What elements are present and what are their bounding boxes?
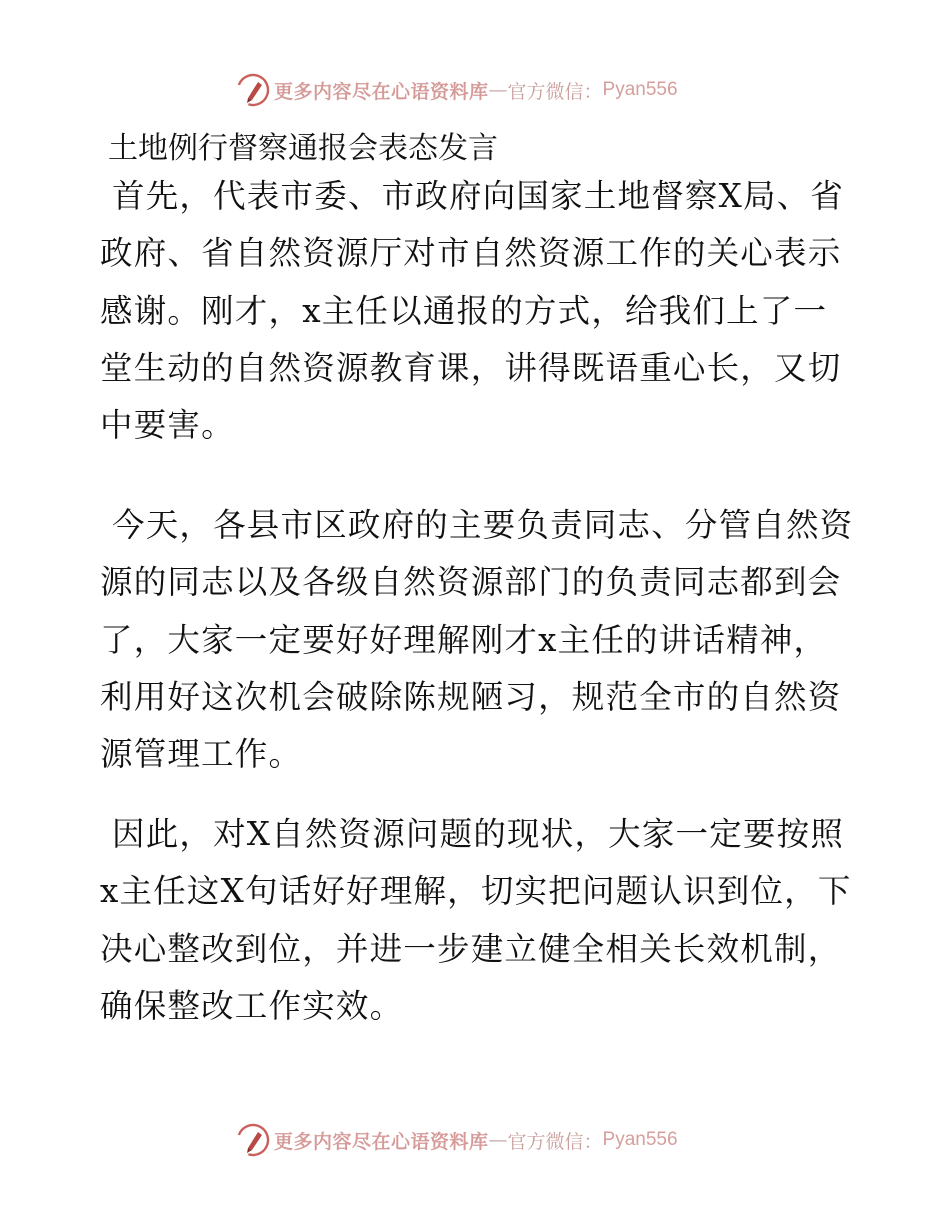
- document-title: 土地例行督察通报会表态发言: [108, 131, 498, 166]
- watermark-main-text: 更多内容尽在心语资料库: [274, 80, 489, 103]
- watermark-separator: —: [488, 79, 508, 101]
- footer-watermark: [236, 1122, 678, 1158]
- pen-nib-logo-icon: [236, 1123, 270, 1157]
- pen-nib-logo-icon: [236, 73, 270, 107]
- paragraph-2: 今天，各县市区政府的主要负责同志、分管自然资源的同志以及各级自然资源部门的负责同志都到会了，大家一定要好好理解刚才x主任的讲话精神，利用好这次机会破除陈规陋习，规范全市的自然资源管理工作。: [100, 506, 854, 774]
- watermark-separator: —: [488, 1129, 508, 1151]
- paragraph-1: 首先，代表市委、市政府向国家土地督察X局、省政府、省自然资源厅对市自然资源工作的关心表示感谢。刚才，x主任以通报的方式，给我们上了一堂生动的自然资源教育课，讲得既语重心长，又切中要害。: [100, 177, 845, 445]
- watermark-main-text: 更多内容尽在心语资料库: [274, 1130, 489, 1153]
- paragraph-3: 因此，对X自然资源问题的现状，大家一定要按照x主任这X句话好好理解，切实把问题认识到位，下决心整改到位，并进一步建立健全相关长效机制，确保整改工作实效。: [100, 815, 852, 1025]
- watermark-label: 官方微信：: [507, 80, 603, 103]
- watermark-wechat-id: Pyan556: [602, 1129, 678, 1150]
- header-watermark: [236, 72, 678, 108]
- watermark-wechat-id: Pyan556: [602, 79, 678, 100]
- watermark-label: 官方微信：: [507, 1130, 603, 1153]
